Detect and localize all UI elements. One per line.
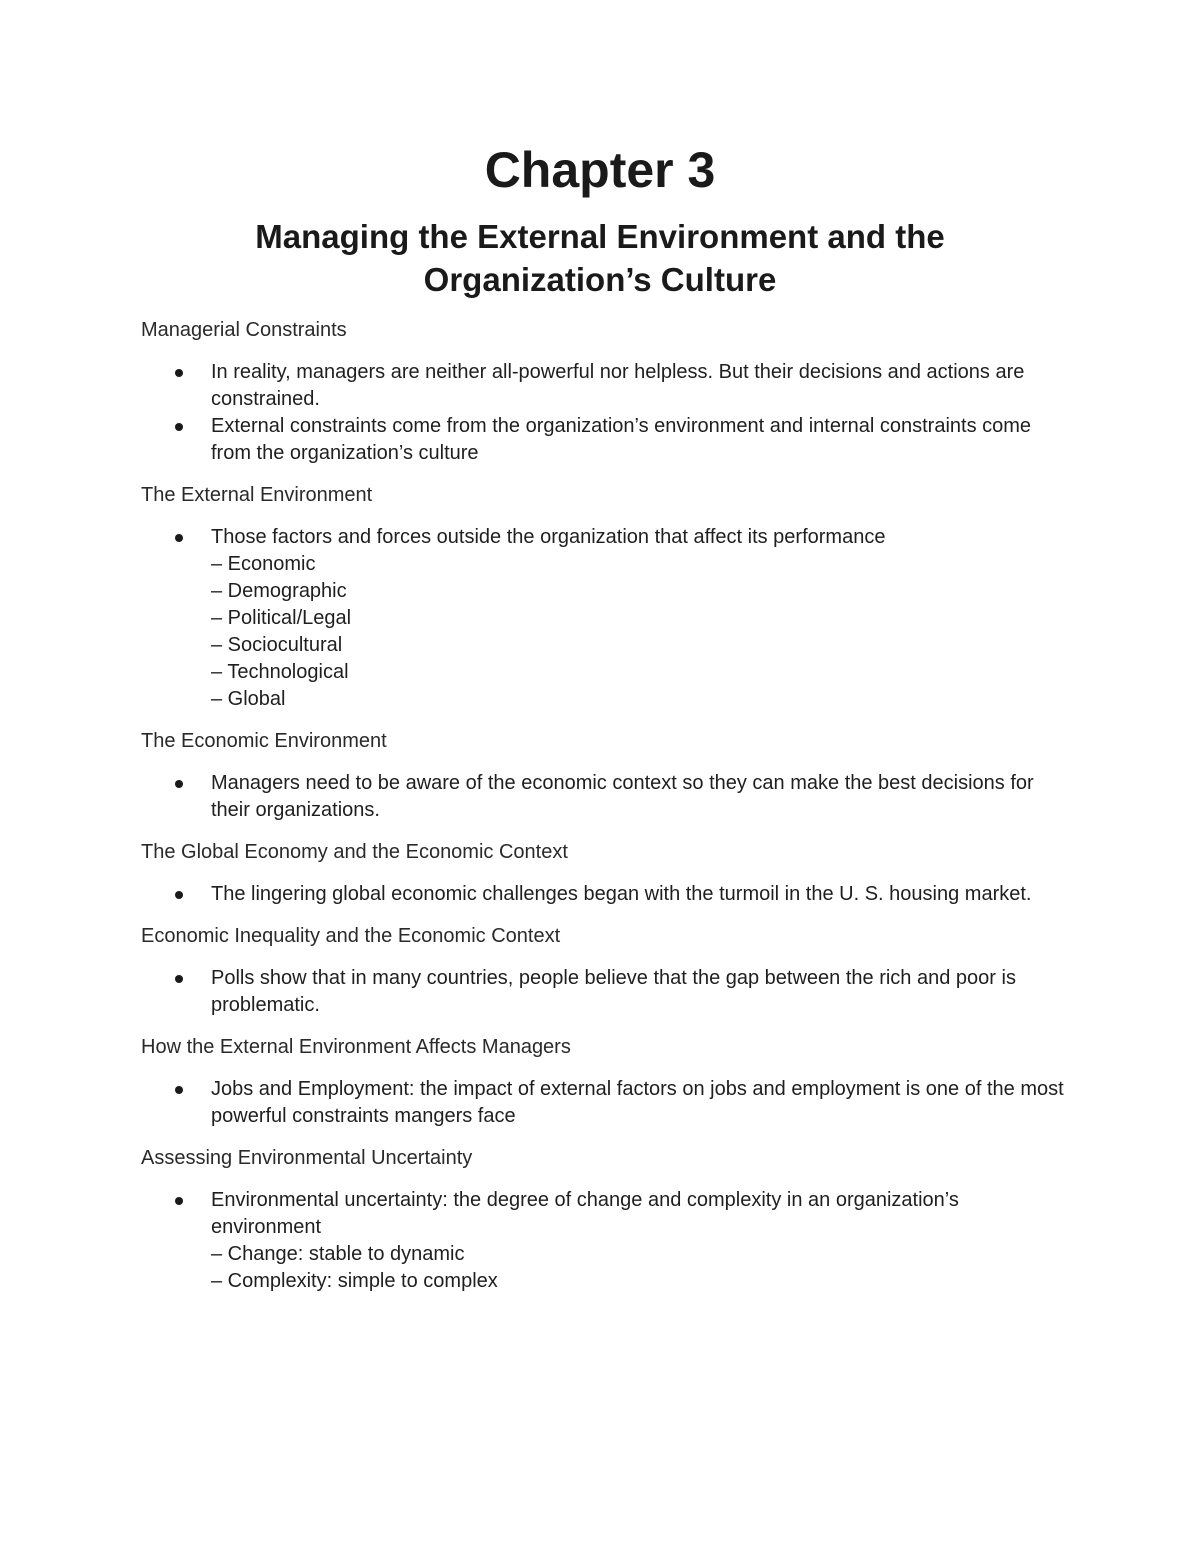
sub-item: – Demographic: [211, 580, 347, 602]
bullet-text: External constraints come from the organization’s environment and internal constraints come from the organization’s culture: [211, 415, 1032, 464]
bullet-list: [141, 359, 1071, 467]
bullet-list: [141, 1076, 1071, 1130]
bullet-dot-icon: [175, 534, 183, 542]
bullet-dot-icon: [175, 369, 183, 377]
subtitle-line-2: Organization’s Culture: [423, 261, 777, 298]
document-content: [141, 317, 1071, 1310]
bullet-list: [141, 770, 1071, 824]
sub-item: – Political/Legal: [211, 607, 352, 629]
section-heading: The Global Economy and the Economic Context: [141, 841, 568, 863]
bullet-list: [141, 524, 1071, 713]
section: [141, 839, 1071, 908]
bullet-dot-icon: [175, 975, 183, 983]
section-heading: Managerial Constraints: [141, 319, 347, 341]
bullet-list: [141, 965, 1071, 1019]
bullet-text: Polls show that in many countries, people believe that the gap between the rich and poor is problematic.: [211, 967, 1016, 1016]
bullet-text: Environmental uncertainty: the degree of change and complexity in an organization’s environment: [211, 1189, 959, 1238]
bullet-text: The lingering global economic challenges began with the turmoil in the U. S. housing market.: [211, 883, 1032, 905]
section: [141, 1034, 1071, 1130]
section: [141, 1145, 1071, 1295]
bullet-text: Managers need to be aware of the economic context so they can make the best decisions for their organizations.: [211, 772, 1034, 821]
bullet-dot-icon: [175, 780, 183, 788]
section-heading: How the External Environment Affects Managers: [141, 1036, 571, 1058]
bullet-dot-icon: [175, 423, 183, 431]
bullet-item: [141, 770, 1071, 824]
bullet-item: [141, 359, 1071, 413]
bullet-dot-icon: [175, 891, 183, 899]
bullet-item: [141, 524, 1071, 713]
subtitle-line-1: Managing the External Environment and the: [255, 218, 945, 255]
bullet-dot-icon: [175, 1197, 183, 1205]
bullet-item: [141, 1076, 1071, 1130]
bullet-list: [141, 881, 1071, 908]
bullet-text: In reality, managers are neither all-powerful nor helpless. But their decisions and actions are constrained.: [211, 361, 1025, 410]
sub-item: – Global: [211, 688, 286, 710]
section-heading: Economic Inequality and the Economic Context: [141, 925, 561, 947]
section-heading: The Economic Environment: [141, 730, 387, 752]
bullet-dot-icon: [175, 1086, 183, 1094]
sub-item: – Complexity: simple to complex: [211, 1270, 498, 1292]
section: [141, 317, 1071, 467]
section-heading: Assessing Environmental Uncertainty: [141, 1147, 473, 1169]
section-heading: The External Environment: [141, 484, 373, 506]
bullet-text: Those factors and forces outside the organization that affect its performance: [211, 526, 886, 548]
section: [141, 728, 1071, 824]
document-subtitle: [200, 215, 1000, 301]
bullet-item: [141, 413, 1071, 467]
bullet-text: Jobs and Employment: the impact of external factors on jobs and employment is one of the most powerful constraints mangers face: [211, 1078, 1064, 1127]
sub-item: – Technological: [211, 661, 349, 683]
bullet-item: [141, 965, 1071, 1019]
bullet-item: [141, 881, 1071, 908]
section: [141, 923, 1071, 1019]
chapter-title: Chapter 3: [484, 142, 716, 198]
section: [141, 482, 1071, 713]
sub-item: – Sociocultural: [211, 634, 343, 656]
sub-item: – Economic: [211, 553, 316, 575]
bullet-list: [141, 1187, 1071, 1295]
bullet-item: [141, 1187, 1071, 1295]
sub-item: – Change: stable to dynamic: [211, 1243, 465, 1265]
